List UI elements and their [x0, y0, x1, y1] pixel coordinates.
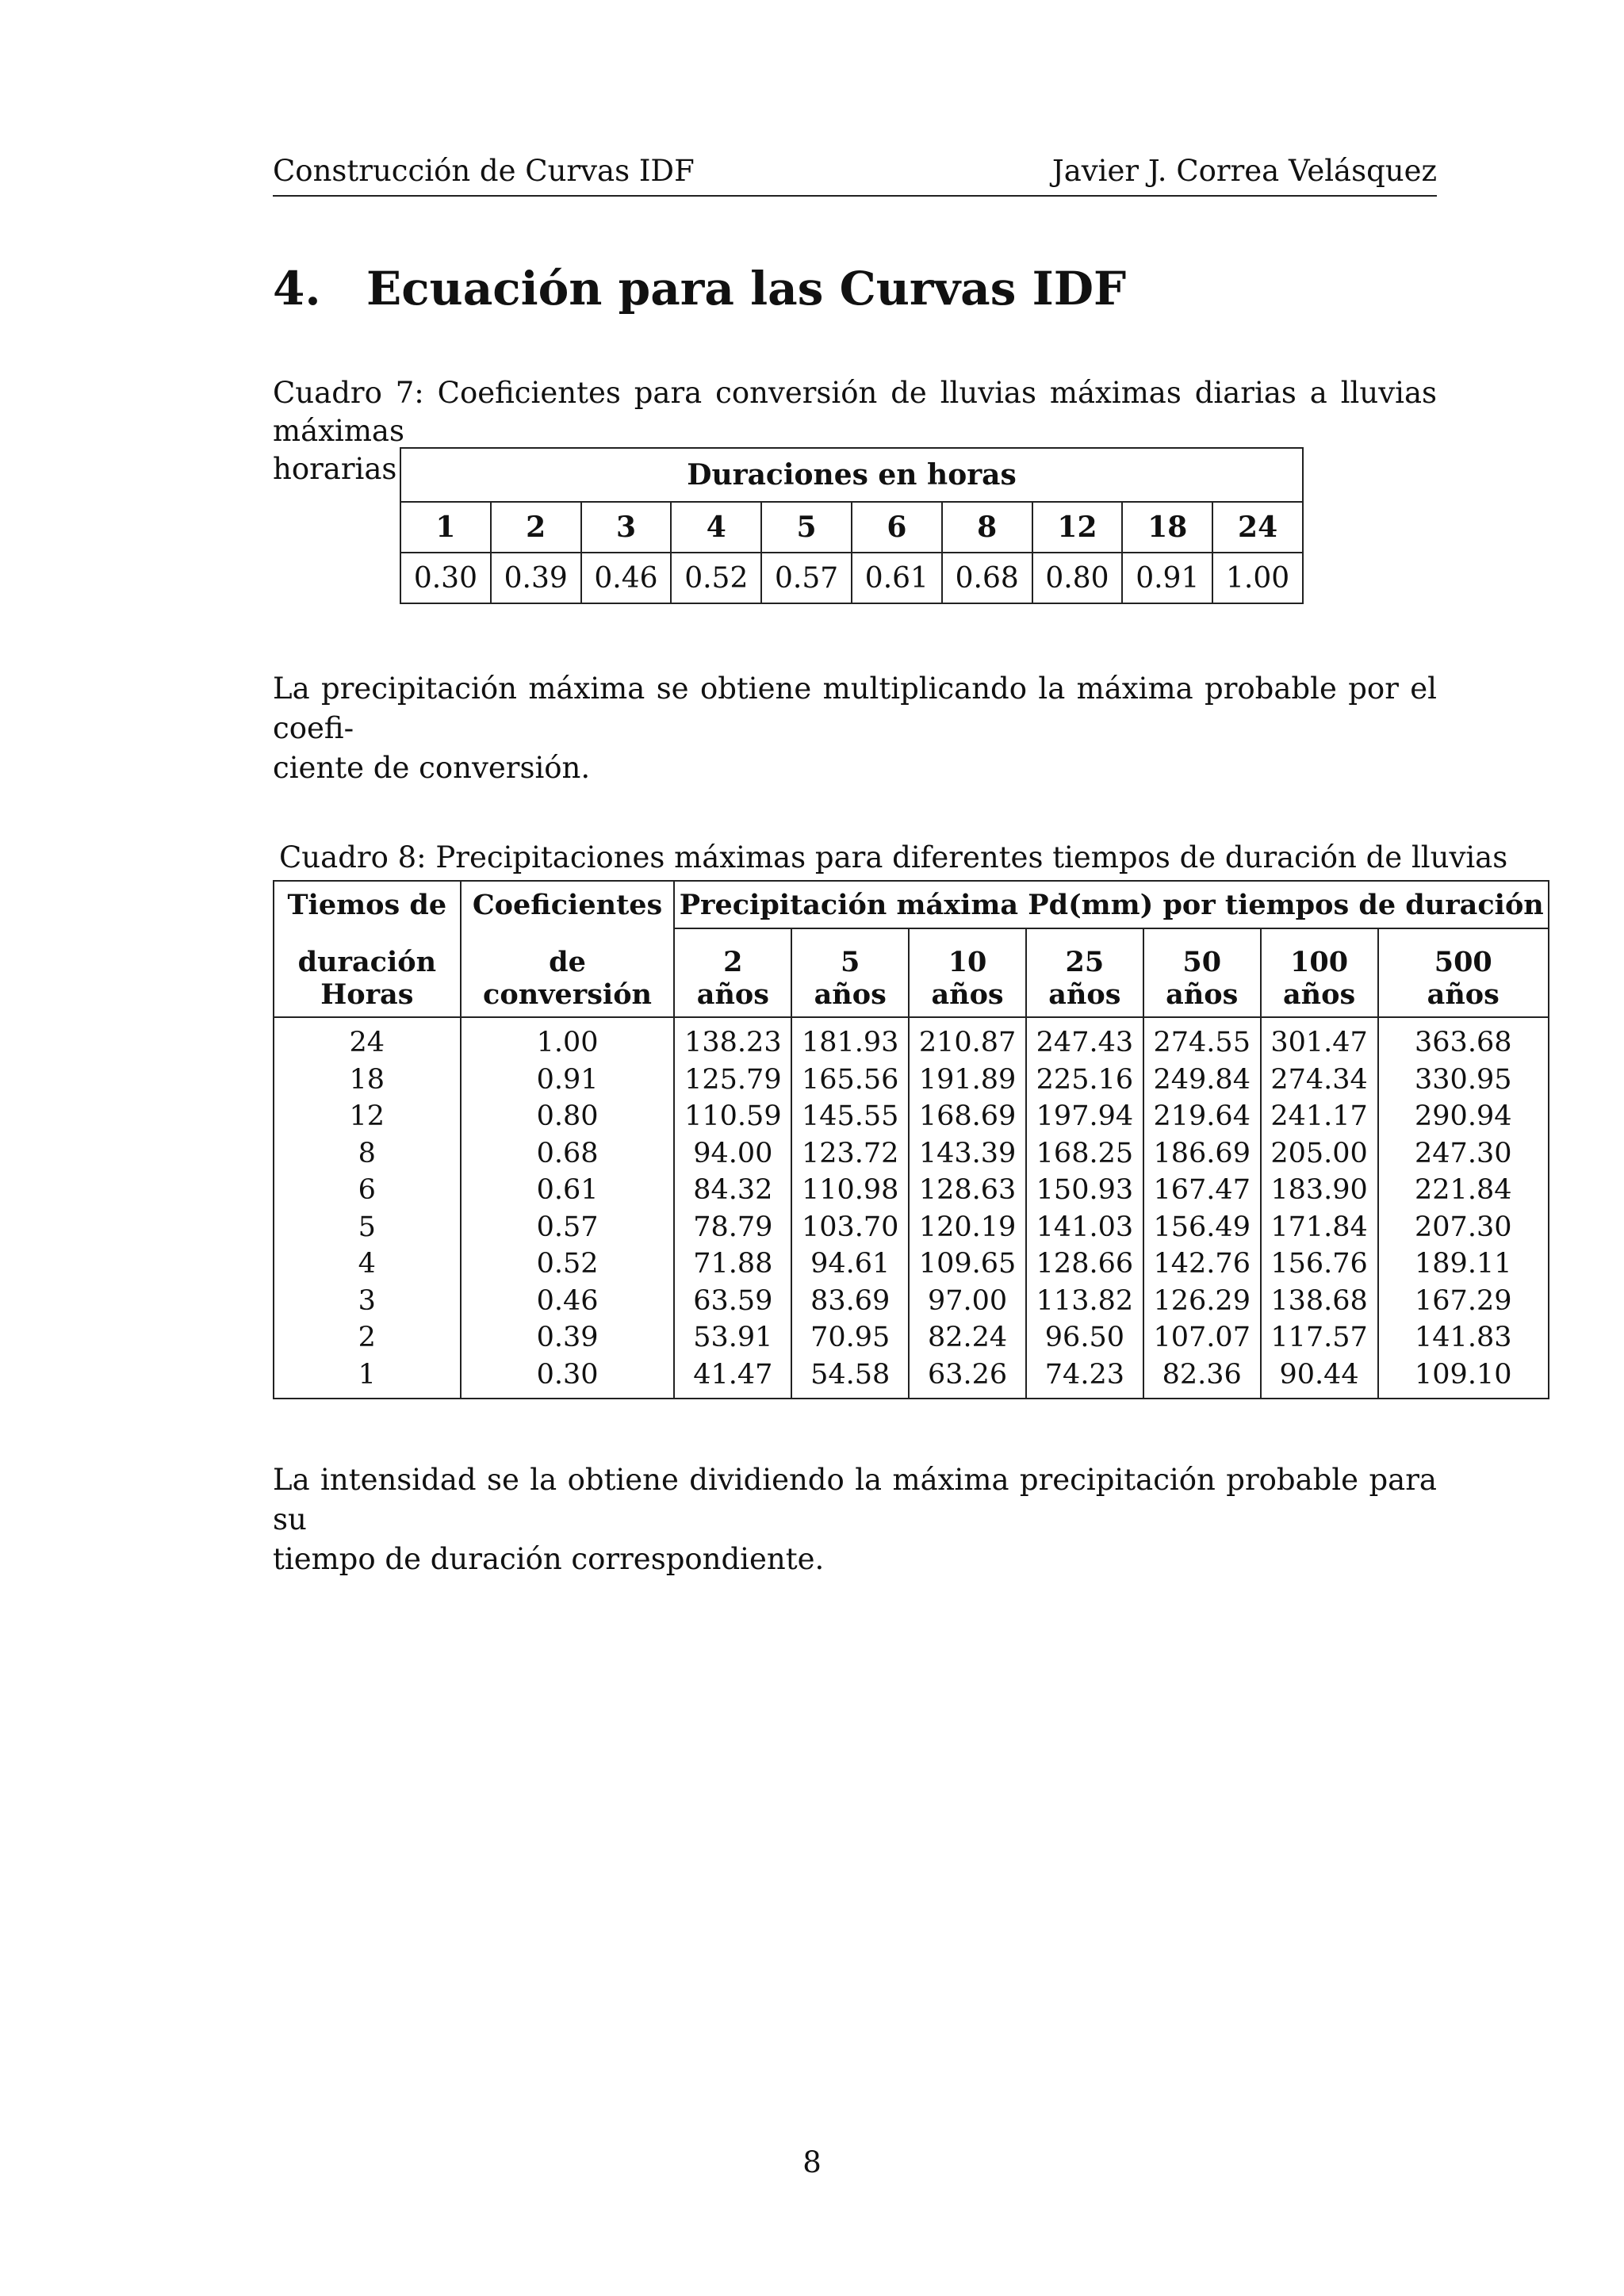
table7-duration-cell: 12 — [1032, 502, 1123, 553]
table-cell: 117.57 — [1261, 1319, 1378, 1357]
table7-coefficient-cell: 0.80 — [1032, 553, 1123, 603]
table8-unit-header: años — [791, 978, 909, 1017]
table7-coefficient-cell: 0.39 — [491, 553, 581, 603]
table7-coefficient-cell: 0.57 — [761, 553, 852, 603]
table-cell: 4 — [274, 1246, 461, 1283]
table-cell: 167.29 — [1378, 1283, 1549, 1320]
table-cell: 186.69 — [1143, 1135, 1261, 1173]
table7-coefficient-cell: 0.52 — [671, 553, 761, 603]
table8-body — [274, 1024, 1549, 1399]
table7-coefficient-cell: 0.30 — [400, 553, 491, 603]
table-cell: 274.34 — [1261, 1062, 1378, 1099]
table-cell: 74.23 — [1026, 1357, 1143, 1399]
section-title-text: Ecuación para las Curvas IDF — [366, 262, 1127, 316]
table-cell: 18 — [274, 1062, 461, 1099]
table-cell: 54.58 — [791, 1357, 909, 1399]
paragraph1-line2: ciente de conversión. — [273, 751, 591, 785]
table8-header-duration-1: Tiemos de — [274, 881, 461, 928]
table-cell: 0.80 — [461, 1098, 675, 1135]
page-number: 8 — [802, 2145, 822, 2179]
table-cell: 41.47 — [674, 1357, 791, 1399]
table7-coefficients-row — [400, 553, 1303, 603]
table-cell: 141.03 — [1026, 1209, 1143, 1246]
table-cell: 1.00 — [461, 1024, 675, 1062]
table-cell: 241.17 — [1261, 1098, 1378, 1135]
table-cell: 145.55 — [791, 1098, 909, 1135]
table-cell: 210.87 — [909, 1024, 1026, 1062]
table-cell: 78.79 — [674, 1209, 791, 1246]
table8-period-header: 2 — [674, 928, 791, 978]
table-cell: 110.59 — [674, 1098, 791, 1135]
table-cell: 181.93 — [791, 1024, 909, 1062]
table-row — [274, 1319, 1549, 1357]
table-cell: 82.36 — [1143, 1357, 1261, 1399]
table-cell: 113.82 — [1026, 1283, 1143, 1320]
conversion-coefficients-table — [400, 447, 1304, 604]
paragraph-precipitation — [273, 669, 1437, 788]
table-cell: 5 — [274, 1209, 461, 1246]
table-cell: 3 — [274, 1283, 461, 1320]
table7-coefficient-cell: 1.00 — [1212, 553, 1303, 603]
max-precipitation-table — [273, 880, 1549, 1399]
table7-coefficient-cell: 0.68 — [942, 553, 1032, 603]
table8-period-header: 25 — [1026, 928, 1143, 978]
table-row — [274, 1062, 1549, 1099]
table-cell: 0.46 — [461, 1283, 675, 1320]
table-cell: 63.26 — [909, 1357, 1026, 1399]
table8-header-coef-3: conversión — [461, 978, 675, 1017]
table8-period-header: 10 — [909, 928, 1026, 978]
paragraph1-line1: La precipitación máxima se obtiene multiplicando la máxima probable por el coefi- — [273, 672, 1437, 745]
table7-duration-cell: 6 — [852, 502, 942, 553]
table-cell: 183.90 — [1261, 1172, 1378, 1209]
table-cell: 249.84 — [1143, 1062, 1261, 1099]
table-row — [274, 1024, 1549, 1062]
table7-duration-cell: 24 — [1212, 502, 1303, 553]
table8-header-coef-2: de — [461, 928, 675, 978]
table-cell: 191.89 — [909, 1062, 1026, 1099]
table-cell: 0.91 — [461, 1062, 675, 1099]
table-cell: 219.64 — [1143, 1098, 1261, 1135]
table-cell: 103.70 — [791, 1209, 909, 1246]
paragraph2-line1: La intensidad se la obtiene dividiendo la máxima precipitación probable para su — [273, 1463, 1437, 1536]
table8-unit-header: años — [1143, 978, 1261, 1017]
table7-duration-cell: 1 — [400, 502, 491, 553]
table-cell: 225.16 — [1026, 1062, 1143, 1099]
table-cell: 168.69 — [909, 1098, 1026, 1135]
table-cell: 70.95 — [791, 1319, 909, 1357]
table-cell: 123.72 — [791, 1135, 909, 1173]
table-cell: 94.00 — [674, 1135, 791, 1173]
table-row — [274, 1357, 1549, 1399]
table7-duration-cell: 5 — [761, 502, 852, 553]
paragraph2-line2: tiempo de duración correspondiente. — [273, 1542, 825, 1576]
table-cell: 94.61 — [791, 1246, 909, 1283]
table-cell: 138.68 — [1261, 1283, 1378, 1320]
table-cell: 96.50 — [1026, 1319, 1143, 1357]
table-row — [274, 1135, 1549, 1173]
table-cell: 1 — [274, 1357, 461, 1399]
table-row — [274, 1246, 1549, 1283]
table-cell: 128.63 — [909, 1172, 1026, 1209]
table7-caption-line1: Cuadro 7: Coeficientes para conversión de lluvias máximas diarias a lluvias máximas — [273, 376, 1437, 448]
table-row — [274, 1172, 1549, 1209]
table-cell: 330.95 — [1378, 1062, 1549, 1099]
table8-unit-header: años — [1026, 978, 1143, 1017]
table-cell: 0.30 — [461, 1357, 675, 1399]
table7-coefficient-cell: 0.61 — [852, 553, 942, 603]
table-cell: 83.69 — [791, 1283, 909, 1320]
table-row — [274, 1098, 1549, 1135]
table7-duration-cell: 4 — [671, 502, 761, 553]
table-cell: 63.59 — [674, 1283, 791, 1320]
table7-caption-line2: horarias — [273, 452, 397, 486]
table-cell: 0.39 — [461, 1319, 675, 1357]
table-cell: 125.79 — [674, 1062, 791, 1099]
table-cell: 207.30 — [1378, 1209, 1549, 1246]
table-cell: 165.56 — [791, 1062, 909, 1099]
table8-caption: Cuadro 8: Precipitaciones máximas para diferentes tiempos de duración de lluvias — [279, 840, 1508, 874]
table8-header-coef-1: Coeficientes — [461, 881, 675, 928]
table-row — [274, 1283, 1549, 1320]
table7-coefficient-cell: 0.91 — [1122, 553, 1212, 603]
table-cell: 0.61 — [461, 1172, 675, 1209]
table-cell: 109.10 — [1378, 1357, 1549, 1399]
table8-period-header: 500 — [1378, 928, 1549, 978]
table8-unit-header: años — [1378, 978, 1549, 1017]
table-cell: 247.43 — [1026, 1024, 1143, 1062]
header-title: Construcción de Curvas IDF — [273, 154, 695, 188]
running-header — [273, 151, 1437, 197]
table8-unit-header: años — [909, 978, 1026, 1017]
table-cell: 156.76 — [1261, 1246, 1378, 1283]
table-cell: 189.11 — [1378, 1246, 1549, 1283]
table8-group-header: Precipitación máxima Pd(mm) por tiempos de duración — [674, 881, 1549, 928]
table-cell: 363.68 — [1378, 1024, 1549, 1062]
table7-duration-cell: 2 — [491, 502, 581, 553]
table-cell: 205.00 — [1261, 1135, 1378, 1173]
table-cell: 142.76 — [1143, 1246, 1261, 1283]
table8-header-duration-2: duración — [274, 928, 461, 978]
table-cell: 6 — [274, 1172, 461, 1209]
table-cell: 107.07 — [1143, 1319, 1261, 1357]
table-cell: 97.00 — [909, 1283, 1026, 1320]
table8-period-header: 50 — [1143, 928, 1261, 978]
table-cell: 24 — [274, 1024, 461, 1062]
table7-duration-cell: 8 — [942, 502, 1032, 553]
table-cell: 90.44 — [1261, 1357, 1378, 1399]
table-cell: 301.47 — [1261, 1024, 1378, 1062]
table-cell: 71.88 — [674, 1246, 791, 1283]
table-cell: 150.93 — [1026, 1172, 1143, 1209]
table7-duration-cell: 18 — [1122, 502, 1212, 553]
header-author: Javier J. Correa Velásquez — [1051, 154, 1437, 188]
table-cell: 126.29 — [1143, 1283, 1261, 1320]
table-cell: 0.57 — [461, 1209, 675, 1246]
table8-unit-header: años — [674, 978, 791, 1017]
table-cell: 53.91 — [674, 1319, 791, 1357]
table8-period-header: 5 — [791, 928, 909, 978]
table-cell: 84.32 — [674, 1172, 791, 1209]
table-cell: 0.52 — [461, 1246, 675, 1283]
table-cell: 168.25 — [1026, 1135, 1143, 1173]
paragraph-intensity — [273, 1460, 1437, 1579]
table-cell: 143.39 — [909, 1135, 1026, 1173]
table-cell: 274.55 — [1143, 1024, 1261, 1062]
table-cell: 138.23 — [674, 1024, 791, 1062]
table-cell: 197.94 — [1026, 1098, 1143, 1135]
table-cell: 247.30 — [1378, 1135, 1549, 1173]
table7-durations-row — [400, 502, 1303, 553]
table-cell: 167.47 — [1143, 1172, 1261, 1209]
section-heading — [273, 262, 1126, 316]
table-cell: 12 — [274, 1098, 461, 1135]
table8-header-duration-3: Horas — [274, 978, 461, 1017]
table-cell: 0.68 — [461, 1135, 675, 1173]
table8-period-header: 100 — [1261, 928, 1378, 978]
table-cell: 8 — [274, 1135, 461, 1173]
table-cell: 82.24 — [909, 1319, 1026, 1357]
table7-group-header: Duraciones en horas — [400, 448, 1303, 502]
table7-duration-cell: 3 — [581, 502, 672, 553]
table8-unit-header: años — [1261, 978, 1378, 1017]
table7-coefficient-cell: 0.46 — [581, 553, 672, 603]
table-cell: 128.66 — [1026, 1246, 1143, 1283]
table-cell: 110.98 — [791, 1172, 909, 1209]
table-cell: 109.65 — [909, 1246, 1026, 1283]
table-cell: 2 — [274, 1319, 461, 1357]
table-row — [274, 1209, 1549, 1246]
table-cell: 156.49 — [1143, 1209, 1261, 1246]
table-cell: 141.83 — [1378, 1319, 1549, 1357]
section-number: 4. — [273, 262, 321, 316]
table-cell: 120.19 — [909, 1209, 1026, 1246]
table-cell: 171.84 — [1261, 1209, 1378, 1246]
table-cell: 290.94 — [1378, 1098, 1549, 1135]
table-cell: 221.84 — [1378, 1172, 1549, 1209]
